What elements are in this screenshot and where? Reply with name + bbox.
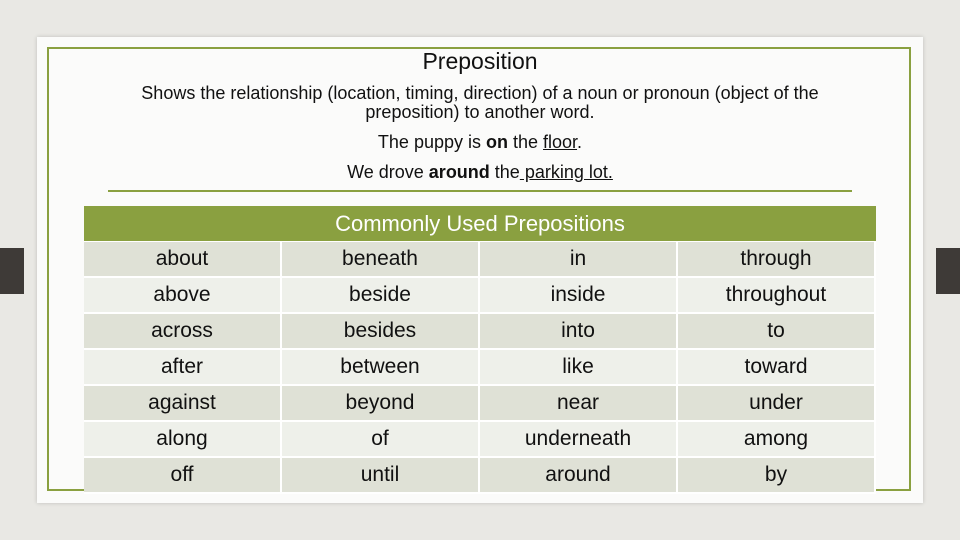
- table-cell: along: [84, 422, 280, 456]
- definition-text: Shows the relationship (location, timing, direction) of a noun or pronoun (object of the preposition) to another word.: [141, 83, 819, 122]
- example-2-preposition: around: [428, 162, 490, 182]
- table-body: [84, 242, 876, 492]
- table-cell: besides: [282, 314, 478, 348]
- example-1-text: the: [507, 132, 544, 152]
- example-1-text: The puppy is: [377, 132, 486, 152]
- table-cell: by: [678, 458, 874, 492]
- slide-title: Preposition: [422, 48, 538, 74]
- table-cell: beneath: [282, 242, 478, 276]
- table-cell: after: [84, 350, 280, 384]
- table-cell: until: [282, 458, 478, 492]
- table-cell: under: [678, 386, 874, 420]
- table-cell: through: [678, 242, 874, 276]
- example-2-text: the: [489, 162, 520, 182]
- example-2-object: parking lot.: [519, 162, 613, 182]
- table-cell: beyond: [282, 386, 478, 420]
- example-sentence-1: [0, 132, 960, 153]
- table-cell: among: [678, 422, 874, 456]
- table-cell: across: [84, 314, 280, 348]
- table-cell: in: [480, 242, 676, 276]
- table-cell: throughout: [678, 278, 874, 312]
- table-cell: near: [480, 386, 676, 420]
- right-tab-decoration: [936, 248, 960, 294]
- table-cell: to: [678, 314, 874, 348]
- table-cell: toward: [678, 350, 874, 384]
- table-header: Commonly Used Prepositions: [84, 206, 876, 241]
- example-1-object: floor: [543, 132, 578, 152]
- table-cell: above: [84, 278, 280, 312]
- table-cell: between: [282, 350, 478, 384]
- table-cell: around: [480, 458, 676, 492]
- table-cell: underneath: [480, 422, 676, 456]
- divider-line: [108, 190, 852, 192]
- example-2-text: We drove: [347, 162, 429, 182]
- table-cell: off: [84, 458, 280, 492]
- table-cell: of: [282, 422, 478, 456]
- table-cell: beside: [282, 278, 478, 312]
- example-1-preposition: on: [485, 132, 508, 152]
- example-1-text: .: [577, 132, 583, 152]
- table-cell: inside: [480, 278, 676, 312]
- table-cell: about: [84, 242, 280, 276]
- table-cell: like: [480, 350, 676, 384]
- table-cell: into: [480, 314, 676, 348]
- left-tab-decoration: [0, 248, 24, 294]
- example-sentence-2: [0, 162, 960, 183]
- table-cell: against: [84, 386, 280, 420]
- prepositions-table: [84, 206, 876, 494]
